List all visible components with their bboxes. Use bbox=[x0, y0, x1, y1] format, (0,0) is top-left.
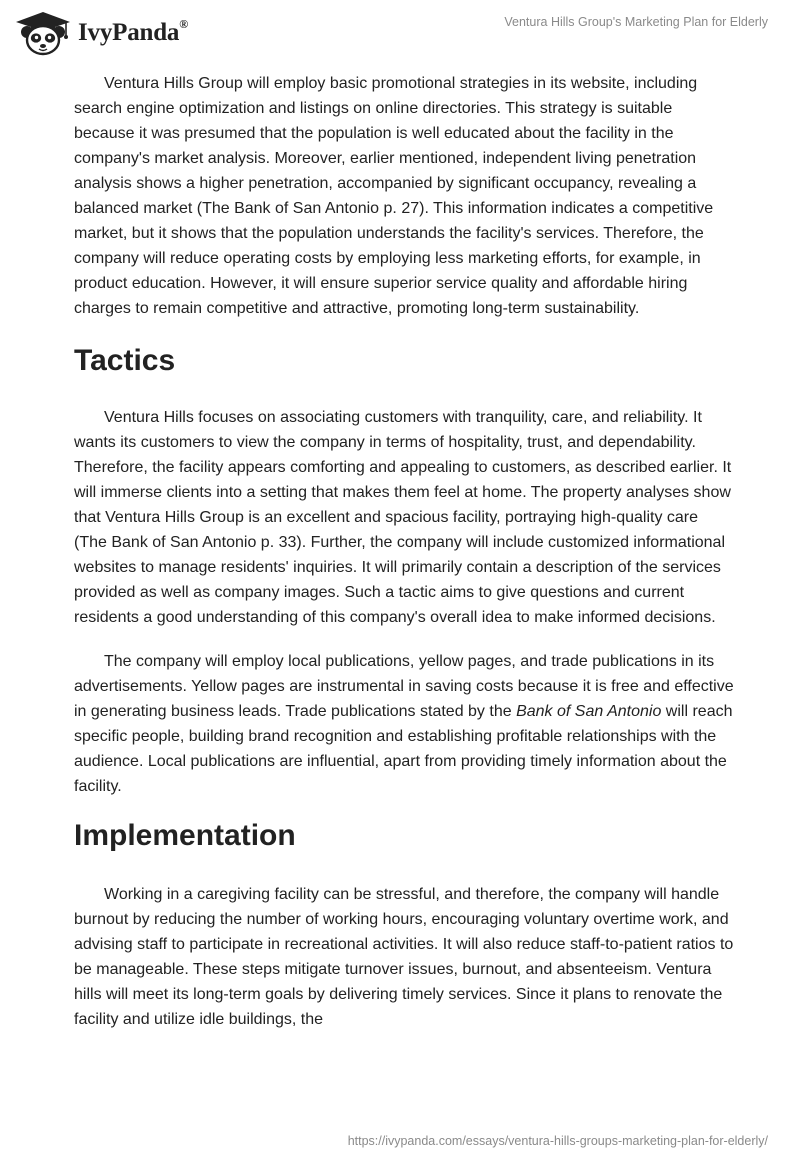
document-title: Ventura Hills Group's Marketing Plan for Elderly bbox=[504, 15, 768, 29]
page-header bbox=[0, 0, 800, 70]
paragraph-advertising bbox=[74, 649, 734, 799]
brand-logo[interactable] bbox=[14, 10, 188, 56]
paragraph-advertising-part-2: will reach specific people, building brand recognition and establishing profitable relationships with the audience. Local publications are influential, apart from providing timely information about the facility. bbox=[74, 703, 733, 795]
paragraph-advertising-part-1: The company will employ local publications, yellow pages, and trade publications in its advertisements. Yellow pages are instrumental in saving costs because it is free and effective in generating business leads. Trade publications stated by the bbox=[74, 653, 734, 720]
essay-body bbox=[74, 71, 734, 1051]
italic-source-title: Bank of San Antonio bbox=[516, 703, 662, 720]
paragraph-tactics: Ventura Hills focuses on associating customers with tranquility, care, and reliability. It wants its customers to view the company in terms of hospitality, trust, and dependability. Therefore, the facility appears comforting and appealing to customers, as described earlier. It will immerse clients into a setting that makes them feel at home. The property analyses show that Ventura Hills Group is an excellent and spacious facility, portraying high-quality care (The Bank of San Antonio p. 33). Further, the company will include customized informational websites to manage residents' inquiries. It will primarily contain a description of the services provided as well as company images. Such a tactic aims to give questions and current residents a good understanding of this company's overall idea to make informed decisions. bbox=[74, 409, 732, 626]
heading-tactics: Tactics bbox=[74, 344, 176, 377]
paragraph-promotion-strategy: Ventura Hills Group will employ basic promotional strategies in its website, including search engine optimization and listings on online directories. This strategy is suitable because it was presumed that the population is well educated about the facility in the company's market analysis. Moreover, earlier mentioned, independent living penetration analysis shows a higher penetration, accompanied by significant occupancy, revealing a balanced market (The Bank of San Antonio p. 27). This information indicates a competitive market, but it shows that the population understands the facility's services. Therefore, the company will reduce operating costs by employing less marketing efforts, for example, in product education. However, it will ensure superior service quality and affordable hiring charges to remain competitive and attractive, promoting long-term sustainability. bbox=[74, 75, 714, 317]
paragraph-implementation: Working in a caregiving facility can be stressful, and therefore, the company will handle burnout by reducing the number of working hours, encouraging voluntary overtime work, and advising staff to participate in recreational activities. It will also reduce staff-to-patient ratios to be manageable. These steps mitigate turnover issues, burnout, and absenteeism. Ventura hills will meet its long-term goals by delivering timely services. Since it plans to renovate the facility and utilize idle buildings, the bbox=[74, 886, 734, 1028]
heading-implementation: Implementation bbox=[74, 819, 296, 852]
source-url[interactable]: https://ivypanda.com/essays/ventura-hills-groups-marketing-plan-for-elderly/ bbox=[347, 1134, 768, 1148]
panda-graduate-icon bbox=[14, 10, 72, 56]
brand-name: IvyPanda® bbox=[78, 16, 188, 46]
registered-mark: ® bbox=[179, 16, 188, 31]
